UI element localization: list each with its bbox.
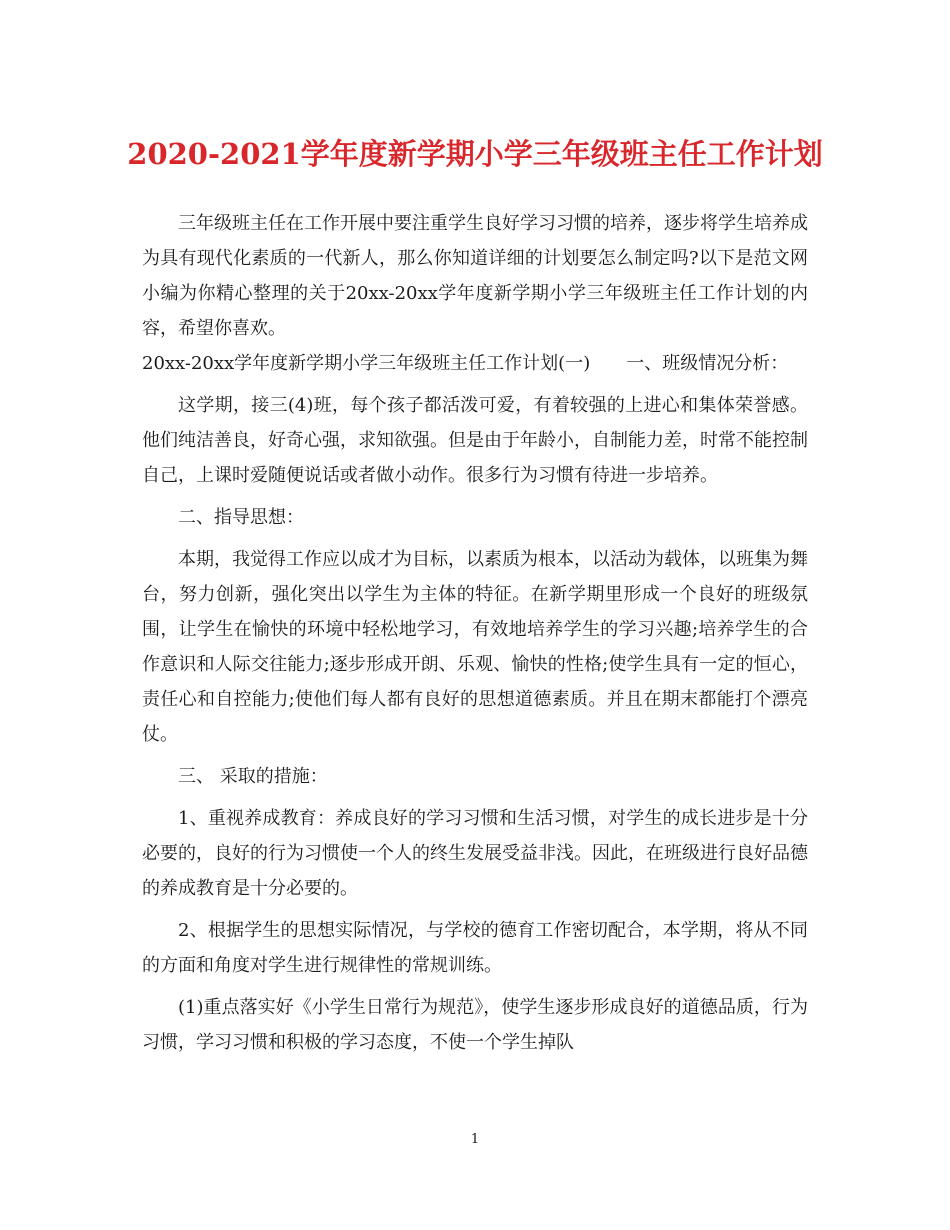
paragraph-plan-heading: 20xx-20xx学年度新学期小学三年级班主任工作计划(一) 一、班级情况分析：: [142, 353, 789, 374]
paragraph-measure-2: 2、根据学生的思想实际情况，与学校的德育工作密切配合，本学期，将从不同的方面和角度对学生进行规律性的常规训练。: [142, 920, 808, 976]
document-body: [142, 206, 808, 1060]
paragraph-measure-2-1: (1)重点落实好《小学生日常行为规范》，使学生逐步形成良好的道德品质，行为习惯，学习习惯和积极的学习态度，不使一个学生掉队: [142, 997, 808, 1053]
paragraph-measure-1: 1、重视养成教育：养成良好的学习习惯和生活习惯，对学生的成长进步是十分必要的，良好的行为习惯使一个人的终生发展受益非浅。因此，在班级进行良好品德的养成教育是十分必要的。: [142, 808, 808, 899]
page-number: 1: [470, 1132, 480, 1147]
paragraph-guiding-heading: 二、指导思想：: [178, 507, 304, 528]
paragraph-measures-heading: 三、 采取的措施：: [178, 766, 328, 787]
paragraph-guiding-thought: 本期，我觉得工作应以成才为目标，以素质为根本，以活动为载体，以班集为舞台，努力创新，强化突出以学生为主体的特征。在新学期里形成一个良好的班级氛围，让学生在愉快的环境中轻松地学习，有效地培养学生的学习兴趣;培养学生的合作意识和人际交往能力;逐步形成开朗、乐观、愉快的性格;使学生具有一定的恒心，责任心和自控能力;使他们每人都有良好的思想道德素质。并且在期末都能打个漂亮仗。: [142, 549, 808, 745]
document-title: 2020-2021学年度新学期小学三年级班主任工作计划: [127, 137, 823, 171]
paragraph-intro: 三年级班主任在工作开展中要注重学生良好学习习惯的培养，逐步将学生培养成为具有现代化素质的一代新人，那么你知道详细的计划要怎么制定吗?以下是范文网小编为你精心整理的关于20xx-20xx学年度新学期小学三年级班主任工作计划的内容，希望你喜欢。: [142, 213, 808, 339]
paragraph-class-analysis: 这学期，接三(4)班，每个孩子都活泼可爱，有着较强的上进心和集体荣誉感。他们纯洁善良，好奇心强，求知欲强。但是由于年龄小，自制能力差，时常不能控制自己，上课时爱随便说话或者做小动作。很多行为习惯有待进一步培养。: [142, 395, 808, 486]
